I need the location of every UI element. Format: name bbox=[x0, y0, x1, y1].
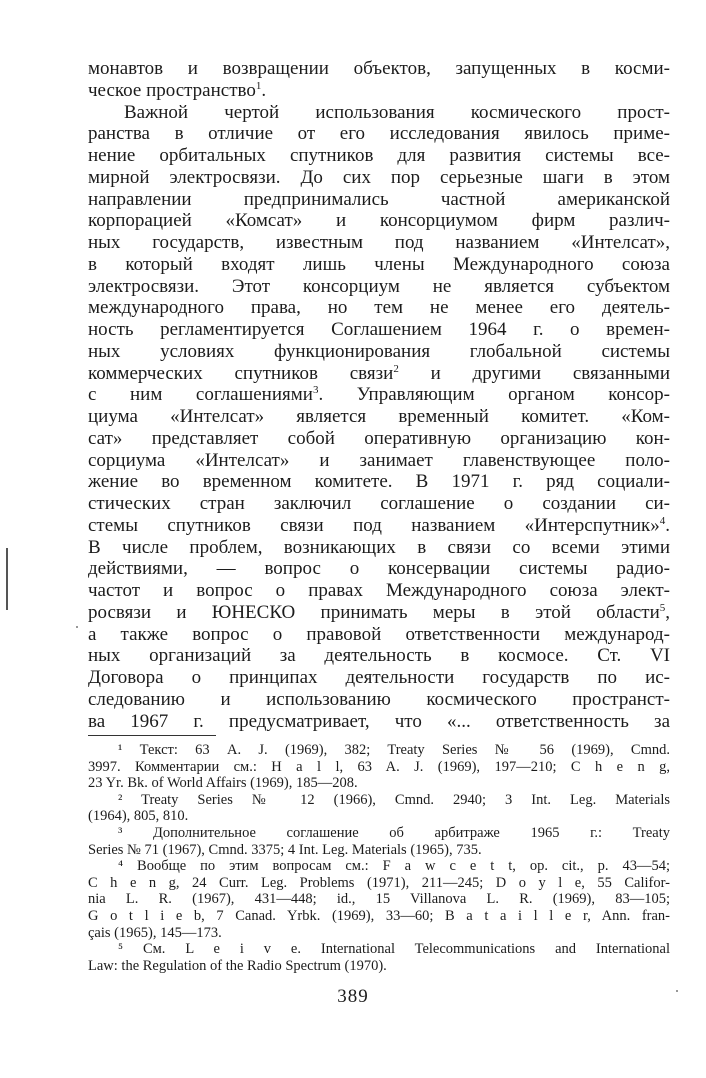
page-number: 389 bbox=[337, 986, 369, 1007]
body-line: монавтов и возвращении объектов, запущенных в косми- bbox=[88, 58, 670, 79]
footnote-line: Law: the Regulation of the Radio Spectrum (1970). bbox=[88, 957, 387, 974]
body-line: международного права, но тем не менее его деятель- bbox=[88, 297, 670, 319]
body-line: сорциума «Интелсат» и занимает главенствующее поло- bbox=[88, 449, 670, 471]
body-line: частот и вопрос о правах Международного союза элект- bbox=[88, 580, 670, 601]
footnote-line: 3997. Комментарии см.: H a l l, 63 A. J. (1969), 197—210; C h e n g, bbox=[88, 758, 670, 775]
body-line: электросвязи. Этот консорциум не является субъектом bbox=[88, 275, 670, 297]
body-line: ва 1967 г. предусматривает, что «... ответственность за bbox=[88, 710, 670, 732]
footnote-line: nia L. R. (1967), 431—448; id., 15 Villanova L. R. (1969), 83—105; bbox=[88, 891, 670, 908]
body-line: жение во временном комитете. В 1971 г. ряд социали- bbox=[88, 471, 670, 493]
body-line: ность регламентируется Соглашением 1964 г. о времен- bbox=[88, 319, 670, 340]
body-line: следованию и использованию космического пространст- bbox=[88, 688, 670, 710]
footnote-line: ³ Дополнительное соглашение об арбитраже 1965 г.: Treaty bbox=[118, 824, 670, 841]
body-line: а также вопрос о правовой ответственности международ- bbox=[88, 623, 670, 645]
body-line: в который входят лишь члены Международного союза bbox=[88, 253, 670, 275]
footnote-ref: 2 bbox=[393, 362, 399, 375]
footnotes bbox=[88, 742, 670, 974]
body-line: ранства в отличие от его исследования явилось приме- bbox=[88, 123, 670, 145]
body-line: стемы спутников связи под названием «Интерспутник»$^4$. bbox=[88, 514, 670, 536]
footnote-line: Series № 71 (1967), Cmnd. 3375; 4 Int. Leg. Materials (1965), 735. bbox=[88, 841, 482, 858]
body-line: ческое пространство$^1$. bbox=[88, 79, 267, 101]
body-line: нение орбитальных спутников для развития системы все- bbox=[88, 145, 670, 166]
footnote-line: C h e n g, 24 Curr. Leg. Problems (1971), 211—245; D o y l e, 55 Califor- bbox=[88, 874, 670, 891]
body-line: ных государств, известным под названием «Интелсат», bbox=[88, 232, 670, 253]
footnote-line: G o t l i e b, 7 Canad. Yrbk. (1969), 33—60; B a t a i l l e r, Ann. fran- bbox=[88, 907, 670, 924]
footnote-line: ⁴ Вообще по этим вопросам см.: F a w c e t t, op. cit., p. 43—54; bbox=[118, 858, 670, 875]
body-line: коммерческих спутников связи$^2$ и другими связанными bbox=[88, 362, 670, 384]
footnote-ref: 5 bbox=[659, 601, 666, 614]
footnote-line: ² Treaty Series № 12 (1966), Cmnd. 2940; 3 Int. Leg. Materials bbox=[118, 791, 670, 808]
print-speck bbox=[76, 626, 78, 628]
footnote-line: ¹ Текст: 63 A. J. (1969), 382; Treaty Series № 56 (1969), Cmnd. bbox=[118, 742, 670, 758]
footnote-line: (1964), 805, 810. bbox=[88, 808, 189, 825]
footnote-line: çais (1965), 145—173. bbox=[88, 924, 222, 941]
body-line: действиями, — вопрос о консервации системы радио- bbox=[88, 558, 670, 580]
footnote-line: 23 Yr. Bk. of World Affairs (1969), 185—208. bbox=[88, 775, 358, 792]
body-line: направлении предпринимались частной американской bbox=[88, 188, 670, 210]
main-text bbox=[88, 58, 670, 732]
body-line: В числе проблем, возникающих в связи со всеми этими bbox=[88, 536, 670, 558]
body-line: росвязи и ЮНЕСКО принимать меры в этой области$^5$, bbox=[88, 601, 670, 623]
footnote-ref: 1 bbox=[255, 79, 262, 92]
body-line: с ним соглашениями$^3$. Управляющим органом консор- bbox=[88, 384, 670, 406]
body-line: ных условиях функционирования глобальной системы bbox=[88, 340, 670, 362]
footnote-line: ⁵ См. L e i v e. International Telecommunications and International bbox=[118, 941, 670, 958]
body-line: Важной чертой использования космического прост- bbox=[124, 101, 670, 123]
footnote-divider bbox=[88, 735, 216, 736]
body-line: Договора о принципах деятельности государств по ис- bbox=[88, 667, 670, 688]
body-line: мирной электросвязи. До сих пор серьезные шаги в этом bbox=[88, 166, 670, 188]
margin-mark bbox=[6, 548, 8, 610]
print-speck bbox=[676, 990, 678, 992]
body-line: корпорацией «Комсат» и консорциумом фирм различ- bbox=[88, 210, 670, 232]
footnote-ref: 4 bbox=[659, 514, 666, 527]
body-line: сат» представляет собой оперативную организацию кон- bbox=[88, 427, 670, 449]
footnote-ref: 3 bbox=[312, 384, 319, 397]
body-line: стических стран заключил соглашение о создании си- bbox=[88, 493, 670, 514]
body-line: циума «Интелсат» является временный комитет. «Ком- bbox=[88, 406, 670, 427]
body-line: ных организаций за деятельность в космосе. Ст. VI bbox=[88, 645, 670, 667]
